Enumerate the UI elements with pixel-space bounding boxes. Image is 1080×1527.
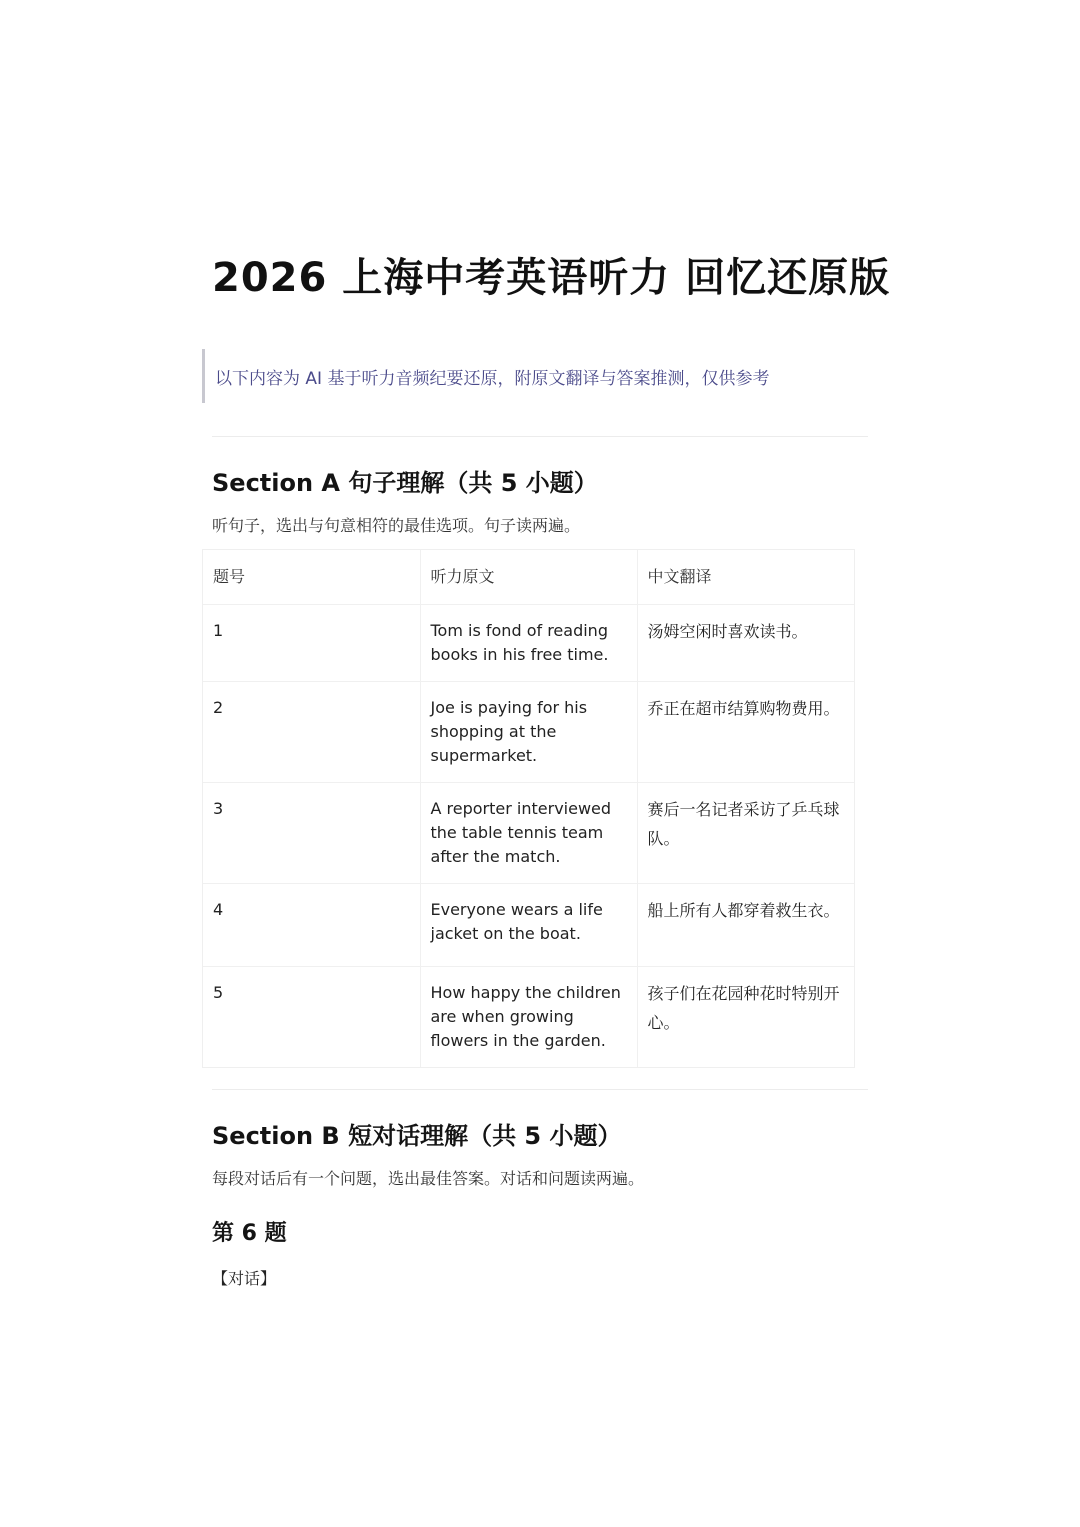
table-header-row [203,550,854,605]
table-row [203,682,854,783]
question-number: 4 [203,884,420,967]
section-divider [212,1089,868,1090]
original-text: Joe is paying for his shopping at the supermarket. [420,682,637,783]
chinese-translation: 船上所有人都穿着救生衣。 [637,884,854,967]
section-b-heading: Section B 短对话理解（共 5 小题） [212,1122,622,1150]
question-number: 3 [203,783,420,884]
chinese-translation: 孩子们在花园种花时特别开心。 [647,984,840,1032]
section-b-instruction: 每段对话后有一个问题，选出最佳答案。对话和问题读两遍。 [212,1169,645,1188]
question-number: 1 [203,605,420,682]
chinese-translation: 赛后一名记者采访了乒乓球队。 [637,783,854,884]
ai-disclaimer-text: 以下内容为 AI 基于听力音频纪要还原，附原文翻译与答案推测，仅供参考 [215,368,770,389]
table-row [203,605,854,682]
chinese-translation: 乔正在超市结算购物费用。 [637,682,854,783]
question-number: 2 [203,682,420,783]
section-a-heading: Section A 句子理解（共 5 小题） [212,469,598,497]
header-chinese-translation: 中文翻译 [637,550,854,605]
chinese-translation: 汤姆空闲时喜欢读书。 [637,605,854,682]
original-text: Tom is fond of reading books in his free time. [420,605,637,682]
original-text: Everyone wears a life jacket on the boat. [420,884,637,967]
table-row [203,884,854,967]
question-6-heading: 第 6 题 [212,1221,287,1246]
table-row [203,967,854,1068]
ai-disclaimer-quote [202,349,842,403]
dialogue-label: 【对话】 [212,1269,277,1288]
section-a-instruction: 听句子，选出与句意相符的最佳选项。句子读两遍。 [212,516,581,535]
header-original-text: 听力原文 [420,550,637,605]
table-row [203,783,854,884]
question-number: 5 [203,967,420,1068]
original-text: A reporter interviewed the table tennis team after the match. [420,783,637,884]
original-text: How happy the children are when growing flowers in the garden. [420,967,637,1068]
document-title: 2026 上海中考英语听力 回忆还原版 [212,255,891,301]
header-question-number: 题号 [203,550,420,605]
section-divider [212,436,868,437]
section-a-table [202,549,855,1068]
